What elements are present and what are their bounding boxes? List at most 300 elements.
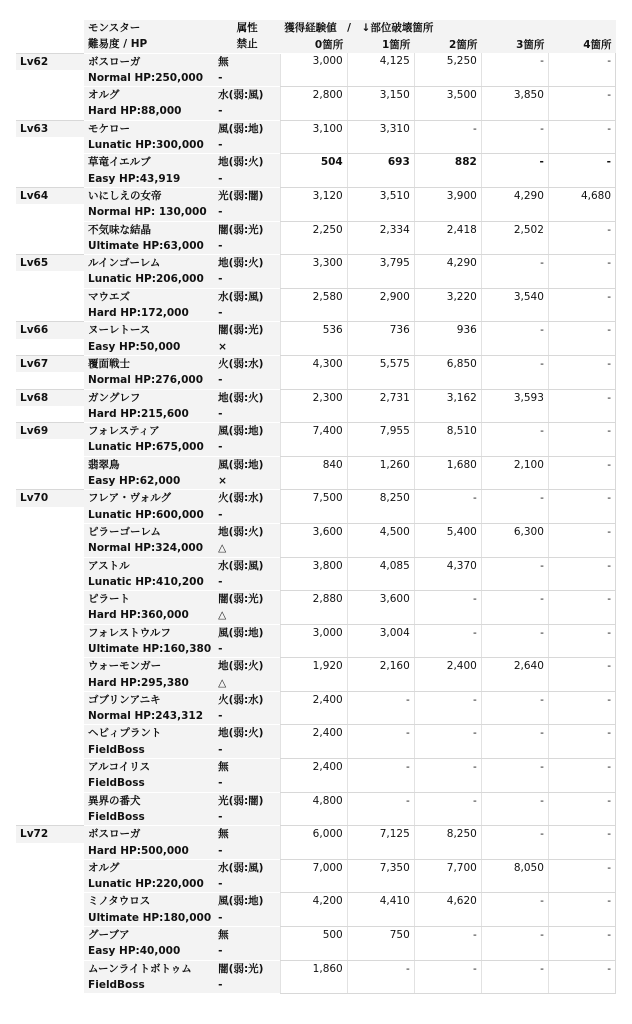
exp-value-0: 4,300	[280, 355, 347, 389]
difficulty-hp: Normal HP:243,312	[84, 708, 214, 725]
exp-value-4: -	[548, 725, 615, 759]
exp-value-4: -	[548, 759, 615, 793]
exp-value-0: 2,250	[280, 221, 347, 255]
difficulty-hp: Hard HP:295,380	[84, 675, 214, 692]
header-blank	[16, 36, 84, 53]
level-blank	[16, 204, 84, 221]
exp-value-1: 750	[347, 927, 414, 961]
monster-attribute: 地(弱:火)	[214, 725, 280, 742]
ban-mark: -	[214, 238, 280, 255]
exp-value-0: 2,880	[280, 591, 347, 625]
table-row	[16, 658, 616, 675]
level-label: Lv68	[16, 389, 84, 406]
exp-value-4: -	[548, 523, 615, 557]
exp-value-2: 4,370	[414, 557, 481, 591]
level-blank	[16, 406, 84, 423]
header-col-4: 4箇所	[548, 36, 615, 53]
exp-value-3: -	[481, 120, 548, 154]
exp-value-1: -	[347, 960, 414, 993]
exp-value-2: -	[414, 624, 481, 658]
exp-value-4: 4,680	[548, 187, 615, 221]
ban-mark: -	[214, 439, 280, 456]
monster-name: アルコイリス	[84, 759, 214, 776]
exp-value-4: -	[548, 355, 615, 389]
monster-name: グーブア	[84, 927, 214, 944]
exp-value-2: 7,700	[414, 859, 481, 893]
exp-value-3: 3,850	[481, 87, 548, 121]
difficulty-hp: FieldBoss	[84, 742, 214, 759]
exp-value-3: -	[481, 826, 548, 860]
exp-value-0: 3,120	[280, 187, 347, 221]
table-row	[16, 322, 616, 339]
exp-value-4: -	[548, 624, 615, 658]
monster-attribute: 無	[214, 927, 280, 944]
exp-value-1: 736	[347, 322, 414, 356]
monster-name: ピラーゴーレム	[84, 523, 214, 540]
monster-name: モケロー	[84, 120, 214, 137]
table-row	[16, 187, 616, 204]
level-label: Lv72	[16, 826, 84, 843]
table-row	[16, 792, 616, 809]
exp-value-3: -	[481, 490, 548, 524]
level-blank	[16, 372, 84, 389]
exp-value-0: 500	[280, 927, 347, 961]
level-blank	[16, 809, 84, 826]
exp-value-1: 3,600	[347, 591, 414, 625]
exp-value-2: 3,220	[414, 288, 481, 322]
exp-value-4: -	[548, 859, 615, 893]
exp-value-0: 4,200	[280, 893, 347, 927]
exp-value-0: 3,000	[280, 624, 347, 658]
level-blank	[16, 910, 84, 927]
exp-value-3: 4,290	[481, 187, 548, 221]
exp-value-4: -	[548, 255, 615, 289]
table-row	[16, 288, 616, 305]
header-col-2: 2箇所	[414, 36, 481, 53]
exp-value-1: 2,900	[347, 288, 414, 322]
ban-mark: -	[214, 271, 280, 288]
monster-name: いにしえの女帝	[84, 187, 214, 204]
exp-value-2: 2,400	[414, 658, 481, 692]
header-difficulty-hp: 難易度 / HP	[84, 36, 214, 53]
header-row-2	[16, 36, 616, 53]
monster-attribute: 地(弱:火)	[214, 658, 280, 675]
exp-value-3: 2,502	[481, 221, 548, 255]
exp-value-4: -	[548, 490, 615, 524]
monster-attribute: 風(弱:地)	[214, 423, 280, 440]
exp-value-0: 6,000	[280, 826, 347, 860]
difficulty-hp: Lunatic HP:300,000	[84, 137, 214, 154]
level-blank	[16, 473, 84, 490]
table-body	[16, 20, 616, 993]
monster-name: 異界の番犬	[84, 792, 214, 809]
monster-name: フォレストウルフ	[84, 624, 214, 641]
exp-value-1: 4,085	[347, 557, 414, 591]
difficulty-hp: Hard HP:215,600	[84, 406, 214, 423]
header-col-3: 3箇所	[481, 36, 548, 53]
exp-value-2: -	[414, 691, 481, 725]
table-row	[16, 53, 616, 70]
monster-attribute: 水(弱:風)	[214, 859, 280, 876]
table-row	[16, 355, 616, 372]
exp-value-3: 6,300	[481, 523, 548, 557]
level-label	[16, 456, 84, 473]
monster-attribute: 水(弱:風)	[214, 87, 280, 104]
exp-value-1: -	[347, 792, 414, 826]
difficulty-hp: Lunatic HP:220,000	[84, 876, 214, 893]
difficulty-hp: Lunatic HP:206,000	[84, 271, 214, 288]
level-blank	[16, 137, 84, 154]
monster-attribute: 闇(弱:光)	[214, 960, 280, 977]
ban-mark: △	[214, 607, 280, 624]
exp-value-0: 3,300	[280, 255, 347, 289]
level-blank	[16, 103, 84, 120]
monster-attribute: 地(弱:火)	[214, 255, 280, 272]
exp-value-3: -	[481, 53, 548, 87]
level-label: Lv70	[16, 490, 84, 507]
exp-value-0: 2,800	[280, 87, 347, 121]
exp-value-0: 536	[280, 322, 347, 356]
header-blank	[16, 20, 84, 36]
exp-value-3: -	[481, 591, 548, 625]
table-row	[16, 859, 616, 876]
monster-name: ヘビィプラント	[84, 725, 214, 742]
exp-value-1: 3,795	[347, 255, 414, 289]
exp-value-2: 8,250	[414, 826, 481, 860]
exp-value-2: -	[414, 120, 481, 154]
table-row	[16, 927, 616, 944]
level-label	[16, 87, 84, 104]
level-blank	[16, 943, 84, 960]
exp-value-0: 504	[280, 154, 347, 188]
exp-value-1: -	[347, 691, 414, 725]
header-ban: 禁止	[214, 36, 280, 53]
level-label: Lv66	[16, 322, 84, 339]
level-blank	[16, 675, 84, 692]
ban-mark: -	[214, 708, 280, 725]
monster-attribute: 無	[214, 53, 280, 70]
exp-value-0: 3,800	[280, 557, 347, 591]
exp-value-3: 3,540	[481, 288, 548, 322]
table-row	[16, 120, 616, 137]
ban-mark: -	[214, 204, 280, 221]
header-col-1: 1箇所	[347, 36, 414, 53]
level-label	[16, 523, 84, 540]
exp-value-0: 2,400	[280, 725, 347, 759]
exp-value-1: 1,260	[347, 456, 414, 490]
ban-mark: -	[214, 103, 280, 120]
difficulty-hp: Ultimate HP:63,000	[84, 238, 214, 255]
level-blank	[16, 641, 84, 658]
monster-attribute: 光(弱:闇)	[214, 187, 280, 204]
difficulty-hp: Normal HP:324,000	[84, 540, 214, 557]
difficulty-hp: Easy HP:40,000	[84, 943, 214, 960]
ban-mark: -	[214, 641, 280, 658]
table-row	[16, 87, 616, 104]
exp-value-3: 3,593	[481, 389, 548, 423]
difficulty-hp: Ultimate HP:160,380	[84, 641, 214, 658]
level-label: Lv69	[16, 423, 84, 440]
exp-value-2: 2,418	[414, 221, 481, 255]
exp-value-3: -	[481, 725, 548, 759]
exp-value-4: -	[548, 927, 615, 961]
exp-value-1: 3,510	[347, 187, 414, 221]
exp-value-2: 3,162	[414, 389, 481, 423]
exp-value-3: -	[481, 355, 548, 389]
level-blank	[16, 70, 84, 87]
difficulty-hp: Hard HP:500,000	[84, 843, 214, 860]
monster-name: ピラート	[84, 591, 214, 608]
exp-value-1: 7,350	[347, 859, 414, 893]
header-row-1	[16, 20, 616, 36]
exp-value-2: 3,900	[414, 187, 481, 221]
monster-attribute: 光(弱:闇)	[214, 792, 280, 809]
exp-value-1: 2,731	[347, 389, 414, 423]
monster-name: ボスローガ	[84, 826, 214, 843]
ban-mark: -	[214, 574, 280, 591]
exp-value-1: 2,334	[347, 221, 414, 255]
exp-value-0: 2,400	[280, 759, 347, 793]
header-attribute: 属性	[214, 20, 280, 36]
level-blank	[16, 507, 84, 524]
level-blank	[16, 843, 84, 860]
level-blank	[16, 439, 84, 456]
ban-mark: △	[214, 540, 280, 557]
exp-value-4: -	[548, 53, 615, 87]
monster-name: フォレスティア	[84, 423, 214, 440]
table-row	[16, 591, 616, 608]
difficulty-hp: Normal HP:250,000	[84, 70, 214, 87]
exp-value-2: 8,510	[414, 423, 481, 457]
ban-mark: -	[214, 943, 280, 960]
exp-value-0: 2,300	[280, 389, 347, 423]
monster-name: オルグ	[84, 87, 214, 104]
difficulty-hp: Easy HP:50,000	[84, 339, 214, 356]
level-label	[16, 154, 84, 171]
exp-value-1: -	[347, 725, 414, 759]
monster-name: 翡翠鳥	[84, 456, 214, 473]
exp-value-0: 840	[280, 456, 347, 490]
level-blank	[16, 305, 84, 322]
level-label	[16, 759, 84, 776]
exp-value-3: -	[481, 759, 548, 793]
exp-value-2: -	[414, 792, 481, 826]
monster-attribute: 闇(弱:光)	[214, 322, 280, 339]
level-label: Lv63	[16, 120, 84, 137]
difficulty-hp: Lunatic HP:600,000	[84, 507, 214, 524]
exp-value-2: -	[414, 725, 481, 759]
table-row	[16, 255, 616, 272]
level-blank	[16, 271, 84, 288]
level-blank	[16, 742, 84, 759]
monster-attribute: 無	[214, 759, 280, 776]
monster-name: 草竜イエルブ	[84, 154, 214, 171]
level-label	[16, 859, 84, 876]
difficulty-hp: Easy HP:43,919	[84, 171, 214, 188]
level-blank	[16, 171, 84, 188]
exp-value-0: 4,800	[280, 792, 347, 826]
difficulty-hp: FieldBoss	[84, 977, 214, 993]
exp-value-0: 1,920	[280, 658, 347, 692]
monster-attribute: 風(弱:地)	[214, 456, 280, 473]
level-label: Lv67	[16, 355, 84, 372]
difficulty-hp: FieldBoss	[84, 809, 214, 826]
level-blank	[16, 977, 84, 993]
header-col-0: 0箇所	[280, 36, 347, 53]
exp-value-1: 8,250	[347, 490, 414, 524]
table-row	[16, 725, 616, 742]
exp-value-1: 3,310	[347, 120, 414, 154]
table-row	[16, 557, 616, 574]
ban-mark: ×	[214, 339, 280, 356]
monster-attribute: 水(弱:風)	[214, 557, 280, 574]
difficulty-hp: Hard HP:172,000	[84, 305, 214, 322]
exp-value-4: -	[548, 792, 615, 826]
exp-value-3: 2,640	[481, 658, 548, 692]
exp-value-2: 5,250	[414, 53, 481, 87]
exp-value-3: -	[481, 691, 548, 725]
monster-attribute: 風(弱:地)	[214, 624, 280, 641]
difficulty-hp: Ultimate HP:180,000	[84, 910, 214, 927]
ban-mark: -	[214, 775, 280, 792]
exp-value-3: -	[481, 423, 548, 457]
monster-name: アストル	[84, 557, 214, 574]
monster-name: マウエズ	[84, 288, 214, 305]
monster-attribute: 闇(弱:光)	[214, 221, 280, 238]
table-row	[16, 221, 616, 238]
exp-value-2: 4,290	[414, 255, 481, 289]
monster-name: ムーンライトボトゥム	[84, 960, 214, 977]
exp-value-4: -	[548, 154, 615, 188]
monster-attribute: 闇(弱:光)	[214, 591, 280, 608]
monster-name: ミノタウロス	[84, 893, 214, 910]
table-row	[16, 389, 616, 406]
difficulty-hp: Easy HP:62,000	[84, 473, 214, 490]
ban-mark: -	[214, 171, 280, 188]
exp-value-4: -	[548, 691, 615, 725]
level-label: Lv62	[16, 53, 84, 70]
monster-name: 覆面戦士	[84, 355, 214, 372]
table-row	[16, 893, 616, 910]
exp-value-2: 5,400	[414, 523, 481, 557]
table-row	[16, 423, 616, 440]
level-blank	[16, 607, 84, 624]
level-label	[16, 792, 84, 809]
exp-value-0: 3,000	[280, 53, 347, 87]
exp-value-2: 1,680	[414, 456, 481, 490]
exp-value-0: 7,400	[280, 423, 347, 457]
exp-value-4: -	[548, 288, 615, 322]
difficulty-hp: FieldBoss	[84, 775, 214, 792]
level-label	[16, 725, 84, 742]
level-label	[16, 591, 84, 608]
monster-attribute: 火(弱:水)	[214, 691, 280, 708]
exp-value-3: 8,050	[481, 859, 548, 893]
level-blank	[16, 339, 84, 356]
monster-attribute: 風(弱:地)	[214, 120, 280, 137]
level-label: Lv65	[16, 255, 84, 272]
exp-value-0: 1,860	[280, 960, 347, 993]
monster-name: フレア・ヴォルグ	[84, 490, 214, 507]
level-label	[16, 658, 84, 675]
level-label	[16, 960, 84, 977]
exp-value-2: 3,500	[414, 87, 481, 121]
exp-value-1: 2,160	[347, 658, 414, 692]
ban-mark: △	[214, 675, 280, 692]
exp-value-3: -	[481, 255, 548, 289]
table-row	[16, 826, 616, 843]
exp-value-3: -	[481, 557, 548, 591]
monster-attribute: 火(弱:水)	[214, 490, 280, 507]
exp-value-0: 3,100	[280, 120, 347, 154]
ban-mark: -	[214, 910, 280, 927]
level-label	[16, 893, 84, 910]
ban-mark: -	[214, 70, 280, 87]
exp-value-4: -	[548, 221, 615, 255]
exp-value-2: 882	[414, 154, 481, 188]
ban-mark: -	[214, 406, 280, 423]
exp-value-2: 936	[414, 322, 481, 356]
difficulty-hp: Normal HP: 130,000	[84, 204, 214, 221]
monster-attribute: 水(弱:風)	[214, 288, 280, 305]
exp-value-4: -	[548, 893, 615, 927]
difficulty-hp: Hard HP:88,000	[84, 103, 214, 120]
exp-value-2: -	[414, 960, 481, 993]
ban-mark: -	[214, 372, 280, 389]
exp-value-3: -	[481, 927, 548, 961]
table-row	[16, 490, 616, 507]
monster-attribute: 地(弱:火)	[214, 389, 280, 406]
exp-value-4: -	[548, 456, 615, 490]
monster-exp-table	[16, 20, 616, 994]
level-blank	[16, 876, 84, 893]
ban-mark: -	[214, 809, 280, 826]
exp-value-3: -	[481, 322, 548, 356]
level-blank	[16, 574, 84, 591]
table-row	[16, 456, 616, 473]
monster-attribute: 地(弱:火)	[214, 154, 280, 171]
level-label	[16, 691, 84, 708]
level-label	[16, 927, 84, 944]
level-blank	[16, 540, 84, 557]
monster-attribute: 火(弱:水)	[214, 355, 280, 372]
exp-value-0: 2,400	[280, 691, 347, 725]
level-blank	[16, 775, 84, 792]
exp-value-0: 3,600	[280, 523, 347, 557]
level-label	[16, 557, 84, 574]
exp-value-1: 4,500	[347, 523, 414, 557]
exp-value-1: 3,004	[347, 624, 414, 658]
exp-value-4: -	[548, 389, 615, 423]
exp-value-4: -	[548, 557, 615, 591]
exp-value-2: -	[414, 591, 481, 625]
level-blank	[16, 708, 84, 725]
monster-attribute: 無	[214, 826, 280, 843]
ban-mark: -	[214, 843, 280, 860]
monster-name: ヌーレトース	[84, 322, 214, 339]
monster-name: オルグ	[84, 859, 214, 876]
exp-value-4: -	[548, 87, 615, 121]
table-row	[16, 759, 616, 776]
table-row	[16, 960, 616, 977]
table-row	[16, 624, 616, 641]
ban-mark: -	[214, 977, 280, 993]
exp-value-4: -	[548, 658, 615, 692]
exp-value-2: -	[414, 927, 481, 961]
level-label	[16, 221, 84, 238]
difficulty-hp: Hard HP:360,000	[84, 607, 214, 624]
difficulty-hp: Lunatic HP:675,000	[84, 439, 214, 456]
